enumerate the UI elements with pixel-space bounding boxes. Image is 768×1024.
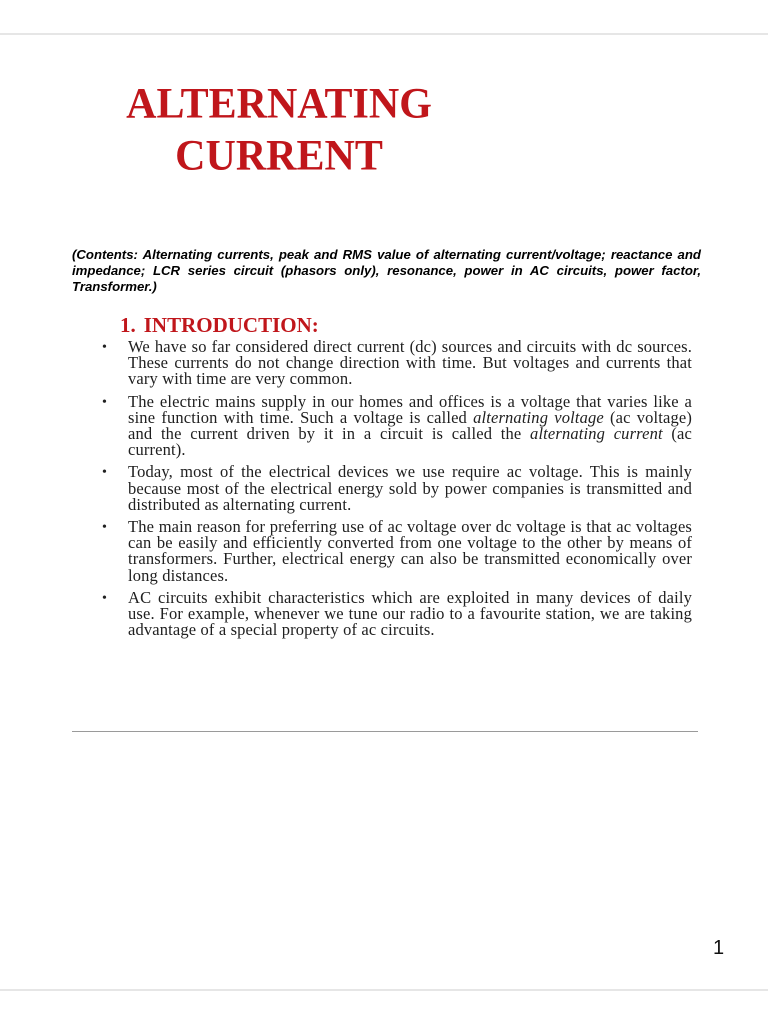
section-title: INTRODUCTION:	[143, 313, 319, 337]
title-line-1: ALTERNATING	[126, 80, 432, 128]
list-item	[100, 519, 692, 584]
bullet-text-part: (ac voltage) and the current driven by it in a circuit is called the	[128, 407, 693, 444]
bullet-dot-icon: •	[102, 520, 108, 536]
contents-summary: (Contents: Alternating currents, peak and RMS value of alternating current/voltage; reactance and impedance; LCR series circuit (phasors only), resonance, power in AC circuits, power factor, Transformer.)	[72, 247, 701, 294]
emphasis-term: alternating current	[530, 424, 663, 444]
list-item	[100, 464, 692, 513]
list-item	[100, 339, 692, 388]
title-line-2: CURRENT	[175, 132, 383, 180]
bullet-dot-icon: •	[102, 465, 108, 481]
list-item	[100, 587, 692, 640]
page-title	[100, 78, 458, 182]
page-number: 1	[713, 937, 725, 959]
bullet-text-part: (ac current).	[128, 424, 692, 460]
bullet-text: The main reason for preferring use of ac voltage over dc voltage is that ac voltages can be easily and efficiently converted from one voltage to the other by means of transformers. Further, electrical energy can also be transmitted economically over long distances.	[128, 517, 692, 585]
bullet-text	[128, 392, 692, 460]
emphasis-term: alternating voltage	[473, 407, 604, 427]
bullet-text: AC circuits exhibit characteristics which are exploited in many devices of daily use. For example, whenever we tune our radio to a favourite station, we are taking advantage of a special property of ac circuits.	[128, 587, 692, 640]
bullet-text: Today, most of the electrical devices we use require ac voltage. This is mainly because most of the electrical energy sold by power companies is transmitted and distributed as alternating current.	[128, 462, 692, 514]
bullet-dot-icon: •	[102, 340, 108, 355]
bottom-divider	[0, 989, 768, 991]
section-end-divider	[72, 731, 698, 732]
bullet-dot-icon: •	[102, 394, 108, 410]
bullet-text: We have so far considered direct current (dc) sources and circuits with dc sources. These currents do not change direction with time. But voltages and currents that vary with time are very common.	[128, 337, 692, 389]
section-number: 1.	[120, 313, 136, 337]
top-divider	[0, 33, 768, 35]
bullet-dot-icon: •	[102, 590, 108, 606]
list-item	[100, 391, 693, 460]
bullet-text-part: The electric mains supply in our homes and offices is a voltage that varies like a sine function with time. Such a voltage is called	[128, 391, 692, 427]
section-heading	[120, 311, 319, 339]
bullet-list	[100, 339, 692, 644]
